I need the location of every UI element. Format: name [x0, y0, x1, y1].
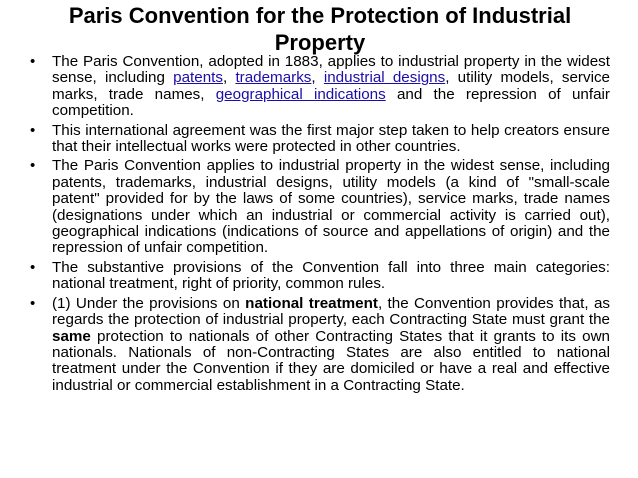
bullet-5-text-a: (1) Under the provisions on — [52, 294, 246, 312]
bullet-item-5 — [30, 296, 610, 394]
trademarks-link[interactable]: trademarks — [235, 69, 312, 87]
bullet-1-text-a: The Paris Convention, adopted in 1883, applies to industrial property in the widest sense, including — [52, 53, 610, 87]
bullet-list — [30, 54, 610, 397]
bullet-item-2 — [30, 123, 610, 156]
bullet-icon: • — [30, 121, 36, 139]
bullet-1-sep-1: , — [222, 69, 236, 87]
bullet-icon: • — [30, 53, 36, 70]
bullet-2-text: This international agreement was the first major step taken to help creators ensure that their intellectual works were protected in other countries. — [52, 121, 610, 156]
bullet-1-text-b: , utility models, service marks, trade names, — [52, 69, 610, 103]
bullet-5-text-c: protection to nationals of other Contracting States that it grants to its own nationals. Nationals of non-Contracting States are also entitled to national treatment under the Convention if they are domiciled or have a real and effective industrial or commercial establishment in a Contracting State. — [52, 327, 610, 394]
national-treatment-term: national treatment — [245, 294, 378, 312]
slide-title: Paris Convention for the Protection of Industrial Property — [68, 3, 572, 55]
geographical-indications-link[interactable]: geographical indications — [215, 85, 386, 103]
patents-link[interactable]: patents — [173, 69, 223, 87]
bullet-icon: • — [30, 294, 36, 312]
industrial-designs-link[interactable]: industrial designs — [323, 69, 446, 87]
bullet-item-3 — [30, 158, 610, 256]
bullet-icon: • — [30, 258, 36, 276]
bullet-1-text-c: and the repression of unfair competition. — [52, 85, 610, 120]
bullet-5-text-b: , the Convention provides that, as regards the protection of industrial property, each Contracting State must grant the — [52, 294, 610, 329]
bullet-4-text: The substantive provisions of the Convention fall into three main categories: national treatment, right of priority, common rules. — [52, 258, 610, 293]
bullet-item-4 — [30, 260, 610, 293]
bullet-1-sep-2: , — [311, 69, 324, 87]
bullet-icon: • — [30, 157, 36, 175]
bullet-item-1 — [30, 54, 610, 120]
bullet-3-text: The Paris Convention applies to industrial property in the widest sense, including patents, trademarks, industrial designs, utility models (a kind of "small-scale patent" provided for by the laws of some countries), service marks, trade names (designations under which an industrial or commercial activity is carried out), geographical indications (indications of source and appellations of origin) and the repression of unfair competition. — [52, 157, 610, 257]
same-term: same — [52, 327, 91, 345]
